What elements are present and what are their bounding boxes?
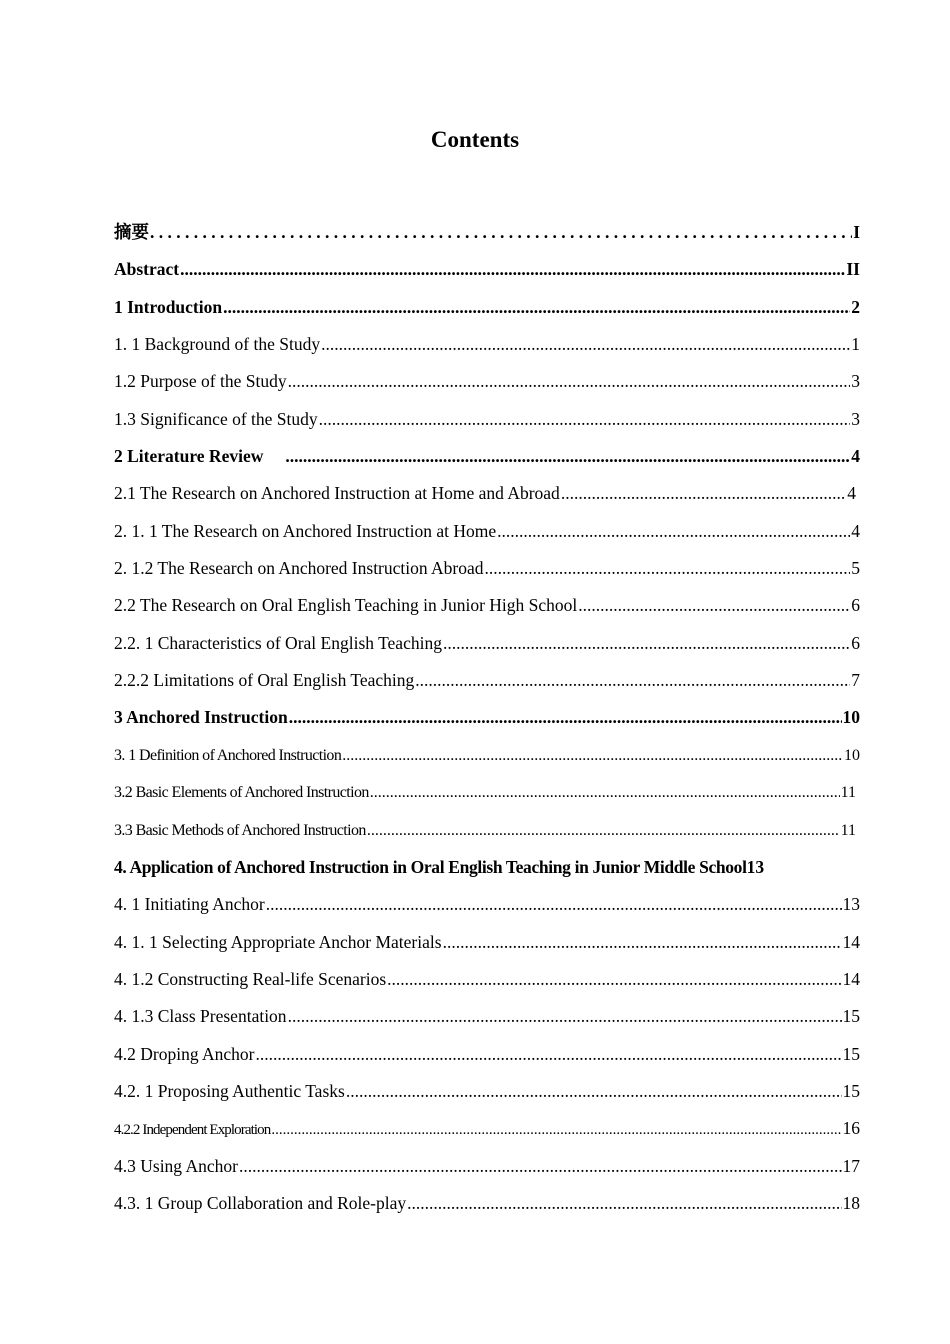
dot-leader [342, 737, 843, 774]
toc-entry-page: 15 [842, 1006, 860, 1027]
toc-entry-page: 10 [842, 707, 860, 728]
toc-entry-page: 11 [840, 821, 856, 839]
dot-leader [561, 475, 846, 512]
dot-leader [239, 1148, 842, 1185]
toc-entry-page: 2 [851, 296, 860, 317]
toc-entry-label: 2.1 The Research on Anchored Instruction at Home and Abroad [114, 483, 560, 504]
dot-leader [407, 1185, 841, 1222]
toc-entry-label: 1.2 Purpose of the Study [114, 371, 287, 392]
toc-entry-label: 3.2 Basic Elements of Anchored Instruction [114, 784, 369, 802]
toc-entry-chapter-1 [114, 289, 860, 326]
toc-entry-page: II [846, 259, 860, 280]
toc-entry-label: 4.3 Using Anchor [114, 1155, 238, 1176]
dot-leader [150, 214, 852, 251]
dot-leader [485, 550, 851, 587]
toc-entry-label: 2 Literature Review [114, 446, 264, 467]
toc-entry-page: 7 [851, 670, 860, 691]
toc-entry-chapter-2 [114, 438, 860, 475]
toc-entry-label: 4. 1. 1 Selecting Appropriate Anchor Materials [114, 931, 442, 952]
toc-entry-chapter-3 [114, 699, 860, 736]
toc-entry-page: 3 [851, 371, 860, 392]
toc-entry-section-2-2-2 [114, 662, 860, 699]
toc-entry-page: I [853, 222, 860, 242]
dot-leader [443, 924, 842, 961]
toc-entry-label: 2. 1.2 The Research on Anchored Instruction Abroad [114, 558, 484, 579]
dot-leader [497, 513, 850, 550]
toc-entry-section-2-2-1 [114, 625, 860, 662]
toc-entry-section-4-2-1 [114, 1073, 860, 1110]
toc-entry-page: 18 [842, 1192, 860, 1213]
toc-entry-section-2-2 [114, 587, 860, 624]
toc-entry-section-4-1-1 [114, 924, 860, 961]
toc-entry-section-2-1-1 [114, 513, 860, 550]
toc-entry-label: 摘要 [114, 222, 149, 242]
dot-leader [415, 662, 850, 699]
toc-entry-label: 4. Application of Anchored Instruction in Oral English Teaching in Junior Middle School [114, 856, 747, 877]
toc-entry-abstract-chinese [114, 214, 860, 251]
toc-entry-label: 4.2 Droping Anchor [114, 1043, 255, 1064]
toc-entry-label: 4.3. 1 Group Collaboration and Role-play [114, 1192, 407, 1213]
toc-entry-section-2-1 [114, 475, 860, 512]
toc-entry-label: 2.2 The Research on Oral English Teaching in Junior High School [114, 595, 578, 616]
dot-leader [367, 812, 840, 849]
toc-entry-page: 13 [746, 856, 765, 877]
toc-entry-label: 2.2. 1 Characteristics of Oral English Teaching [114, 632, 442, 653]
toc-entry-section-4-1-3 [114, 998, 860, 1035]
toc-entry-page: 10 [844, 746, 860, 764]
toc-entry-section-3-1 [114, 737, 860, 774]
toc-entry-label: 2.2.2 Limitations of Oral English Teaching [114, 670, 415, 691]
toc-entry-label: 4.2. 1 Proposing Authentic Tasks [114, 1080, 345, 1101]
toc-entry-section-2-1-2 [114, 550, 860, 587]
toc-entry-section-4-1-2 [114, 961, 860, 998]
dot-leader [266, 886, 842, 923]
dot-leader [443, 625, 850, 662]
dot-leader [346, 1073, 842, 1110]
toc-entry-label: 4.2.2 Independent Exploration [114, 1122, 271, 1139]
toc-entry-section-4-2-2 [114, 1110, 860, 1147]
toc-entry-page: 5 [851, 558, 860, 579]
toc-entry-chapter-4 [114, 849, 860, 886]
toc-entry-label: 4. 1.2 Constructing Real-life Scenarios [114, 968, 387, 989]
toc-entry-page: 15 [842, 1080, 860, 1101]
dot-leader [289, 699, 842, 736]
toc-entry-label: 3. 1 Definition of Anchored Instruction [114, 746, 342, 764]
toc-entry-page: 16 [842, 1118, 860, 1139]
toc-entry-page: 4 [847, 483, 856, 504]
toc-entry-page: 6 [851, 595, 860, 616]
toc-entry-section-4-3 [114, 1148, 860, 1185]
toc-entry-page: 13 [842, 894, 860, 915]
toc-entry-page: 4 [851, 446, 860, 467]
dot-leader [223, 289, 850, 326]
toc-entry-section-3-2 [114, 774, 860, 811]
toc-entry-section-4-1 [114, 886, 860, 923]
dot-leader [285, 438, 850, 475]
toc-entry-section-3-3 [114, 812, 860, 849]
toc-entry-label: 1. 1 Background of the Study [114, 334, 321, 355]
toc-entry-abstract [114, 251, 860, 288]
dot-leader [288, 363, 851, 400]
toc-entry-section-4-3-1 [114, 1185, 860, 1222]
toc-entry-label: Abstract [114, 259, 180, 280]
toc-entry-label: 4. 1 Initiating Anchor [114, 894, 265, 915]
toc-entry-page: 1 [851, 334, 860, 355]
toc-entry-section-1-2 [114, 363, 860, 400]
dot-leader [321, 326, 850, 363]
toc-entry-section-1-3 [114, 401, 860, 438]
toc-entry-page: 11 [840, 784, 856, 802]
toc-entry-page: 14 [842, 931, 860, 952]
dot-leader [255, 1036, 841, 1073]
dot-leader [271, 1112, 841, 1147]
dot-leader [387, 961, 841, 998]
toc-entry-page: 14 [842, 968, 860, 989]
toc-entry-page: 6 [851, 632, 860, 653]
dot-leader [180, 251, 845, 288]
toc-entry-label: 3 Anchored Instruction [114, 707, 288, 728]
toc-entry-section-1-1 [114, 326, 860, 363]
toc-entry-label: 4. 1.3 Class Presentation [114, 1006, 287, 1027]
toc-entry-label: 2. 1. 1 The Research on Anchored Instruction at Home [114, 520, 497, 541]
dot-leader [370, 774, 840, 811]
toc-entry-page: 17 [842, 1155, 860, 1176]
dot-leader [319, 401, 851, 438]
toc-entry-section-4-2 [114, 1036, 860, 1073]
toc-entry-label: 1 Introduction [114, 296, 223, 317]
toc-entry-page: 4 [851, 520, 860, 541]
table-of-contents [114, 214, 860, 1222]
toc-entry-label: 1.3 Significance of the Study [114, 408, 318, 429]
page-title: Contents [430, 127, 520, 152]
toc-entry-label: 3.3 Basic Methods of Anchored Instruction [114, 821, 366, 839]
toc-entry-page: 3 [851, 408, 860, 429]
toc-entry-page: 15 [842, 1043, 860, 1064]
dot-leader [288, 998, 842, 1035]
dot-leader [578, 587, 850, 624]
